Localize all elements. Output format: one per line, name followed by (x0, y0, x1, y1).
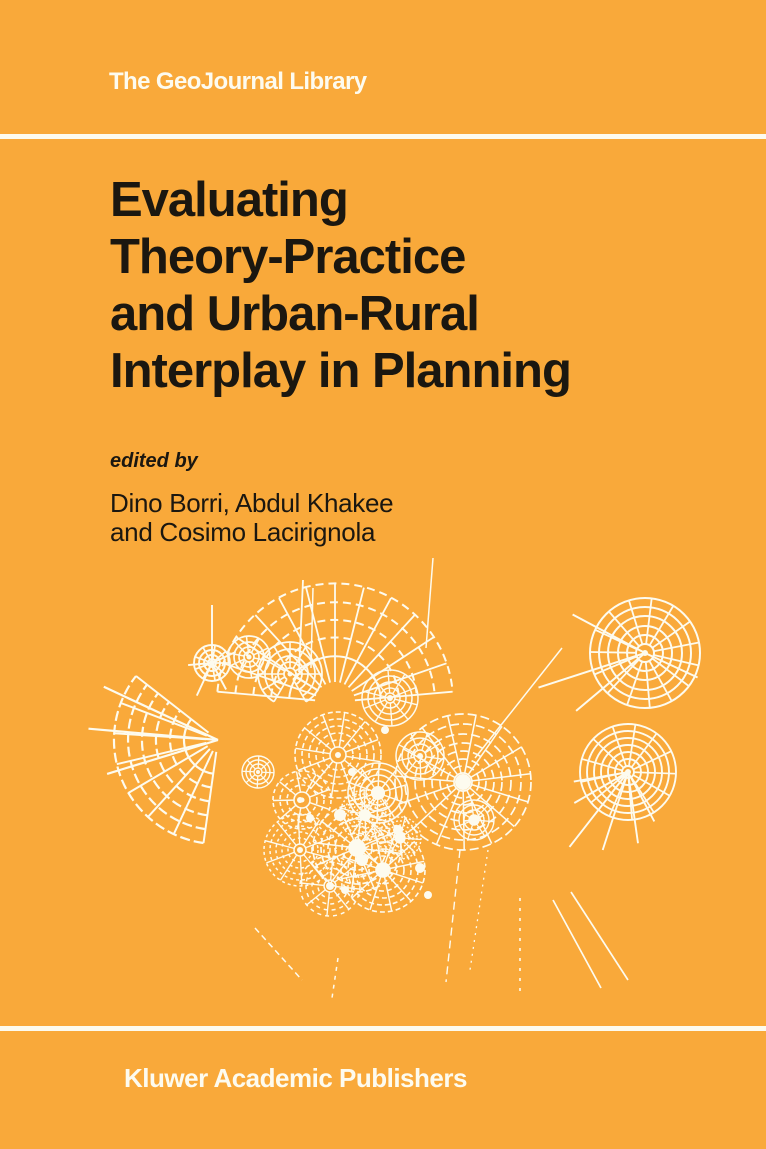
title-line-2: Theory-Practice (110, 230, 466, 284)
top-divider-line (0, 134, 766, 139)
book-title (110, 172, 571, 400)
cover-illustration-radial-webs (0, 550, 766, 1000)
title-line-1: Evaluating (110, 173, 348, 227)
edited-by-label: edited by (110, 450, 198, 472)
editors-line-2: and Cosimo Lacirignola (110, 517, 376, 547)
editors-names (110, 489, 393, 547)
title-line-4: Interplay in Planning (110, 344, 571, 398)
bottom-divider-line (0, 1026, 766, 1031)
editors-line-1: Dino Borri, Abdul Khakee (110, 488, 394, 518)
series-title: The GeoJournal Library (109, 68, 367, 95)
title-line-3: and Urban-Rural (110, 287, 479, 341)
publisher-name: Kluwer Academic Publishers (124, 1063, 467, 1093)
